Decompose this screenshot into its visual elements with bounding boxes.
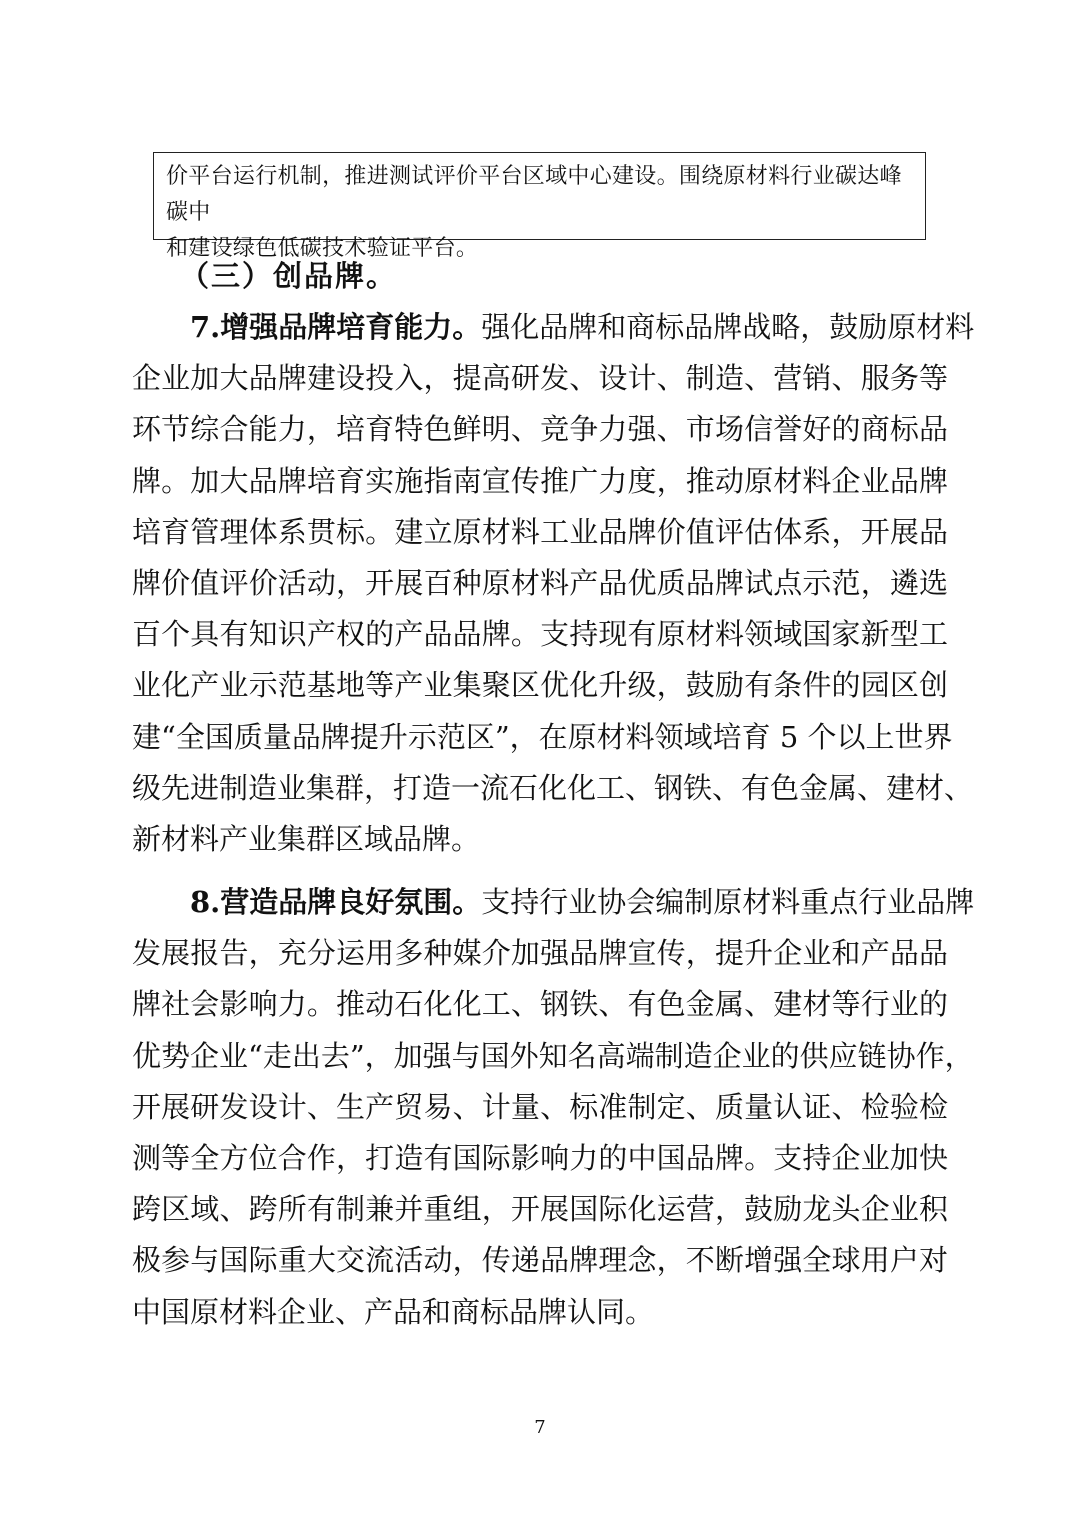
paragraph-line: 发展报告，充分运用多种媒介加强品牌宣传，提升企业和产品品 bbox=[132, 936, 948, 971]
paragraph-8 bbox=[132, 877, 975, 1338]
paragraph-line: 中国原材料企业、产品和商标品牌认同。 bbox=[132, 1294, 655, 1329]
paragraph-line: 优势企业“走出去”，加强与国外知名高端制造企业的供应链协作， bbox=[132, 1038, 974, 1073]
paragraph-line: 8.营造品牌良好氛围。支持行业协会编制原材料重点行业品牌 bbox=[190, 885, 975, 919]
paragraph-line: 牌。加大品牌培育实施指南宣传推广力度，推动原材料企业品牌 bbox=[132, 463, 948, 498]
paragraph-line: 牌社会影响力。推动石化化工、钢铁、有色金属、建材等行业的 bbox=[132, 987, 948, 1022]
paragraph-line: 开展研发设计、生产贸易、计量、标准制定、质量认证、检验检 bbox=[132, 1089, 948, 1124]
paragraph-heading: 7.增强品牌培育能力。 bbox=[190, 310, 482, 344]
section-heading: （三）创品牌。 bbox=[180, 259, 398, 293]
paragraph-line: 牌价值评价活动，开展百种原材料产品优质品牌试点示范，遴选 bbox=[132, 566, 948, 601]
paragraph-line: 企业加大品牌建设投入，提高研发、设计、制造、营销、服务等 bbox=[132, 361, 948, 396]
paragraph-line: 极参与国际重大交流活动，传递品牌理念，不断增强全球用户对 bbox=[132, 1243, 948, 1278]
paragraph-line: 跨区域、跨所有制兼并重组，开展国际化运营，鼓励龙头企业积 bbox=[132, 1192, 948, 1227]
paragraph-heading: 8.营造品牌良好氛围。 bbox=[190, 885, 482, 919]
page-number: 7 bbox=[534, 1417, 546, 1438]
boxed-note-line: 和建设绿色低碳技术验证平台。 bbox=[166, 236, 479, 261]
paragraph-line: 环节综合能力，培育特色鲜明、竞争力强、市场信誉好的商标品 bbox=[132, 412, 948, 447]
paragraph-line: 7.增强品牌培育能力。强化品牌和商标品牌战略，鼓励原材料 bbox=[190, 310, 975, 344]
boxed-note bbox=[153, 152, 926, 261]
paragraph-line: 测等全方位合作，打造有国际影响力的中国品牌。支持企业加快 bbox=[132, 1141, 948, 1176]
paragraph-line: 建“全国质量品牌提升示范区”，在原材料领域培育 5 个以上世界 bbox=[132, 719, 953, 754]
paragraph-line: 新材料产业集群区域品牌。 bbox=[132, 822, 481, 857]
paragraph-line: 级先进制造业集群，打造一流石化化工、钢铁、有色金属、建材、 bbox=[132, 770, 974, 805]
paragraph-7 bbox=[132, 302, 975, 865]
paragraph-line: 百个具有知识产权的产品品牌。支持现有原材料领域国家新型工 bbox=[132, 617, 948, 652]
paragraph-line: 培育管理体系贯标。建立原材料工业品牌价值评估体系，开展品 bbox=[132, 514, 948, 549]
boxed-note-line: 价平台运行机制，推进测试评价平台区域中心建设。围绕原材料行业碳达峰碳中 bbox=[166, 164, 902, 225]
paragraph-line: 业化产业示范基地等产业集聚区优化升级，鼓励有条件的园区创 bbox=[132, 668, 948, 703]
